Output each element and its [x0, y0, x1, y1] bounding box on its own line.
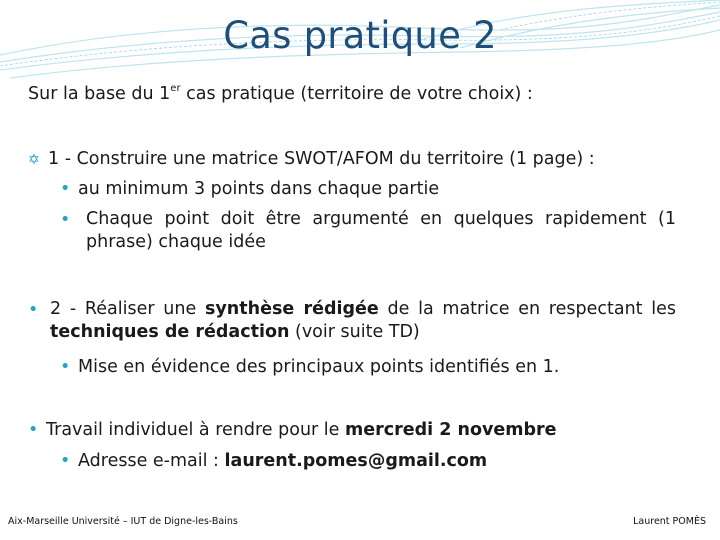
item-2-sub-1: • Mise en évidence des principaux points identifiés en 1.	[60, 357, 560, 377]
item-1-sub-2-bullet	[60, 210, 78, 230]
bullet-icon: •	[60, 357, 71, 377]
bullet-icon: •	[28, 420, 39, 440]
item-3-sub-1: • Adresse e-mail : laurent.pomes@gmail.com	[60, 451, 488, 471]
footer-author: Laurent POMÈS	[633, 516, 706, 527]
star-bullet-icon: ✡	[28, 152, 40, 168]
bullet-icon: •	[28, 300, 39, 320]
bullet-icon: •	[60, 210, 71, 230]
bullet-icon: •	[60, 179, 71, 199]
item-1: ✡ 1 - Construire une matrice SWOT/AFOM du territoire (1 page) :	[28, 149, 595, 169]
bullet-icon: •	[60, 451, 71, 471]
item-1-sub-1: • au minimum 3 points dans chaque partie	[60, 179, 440, 199]
item-1-sub-2: Chaque point doit être argumenté en quelques rapidement (1 phrase) chaque idée	[86, 209, 676, 252]
item-2-bullet	[28, 300, 46, 320]
slide-title: Cas pratique 2	[223, 14, 497, 57]
intro-text: Sur la base du 1er cas pratique (territoire de votre choix) :	[28, 83, 533, 104]
email-link[interactable]: laurent.pomes@gmail.com	[224, 451, 488, 471]
item-3: • Travail individuel à rendre pour le mercredi 2 novembre	[28, 420, 557, 440]
footer-institution: Aix-Marseille Université – IUT de Digne-les-Bains	[8, 516, 238, 527]
item-2: 2 - Réaliser une synthèse rédigée de la matrice en respectant les techniques de rédaction (voir suite TD)	[50, 299, 676, 342]
